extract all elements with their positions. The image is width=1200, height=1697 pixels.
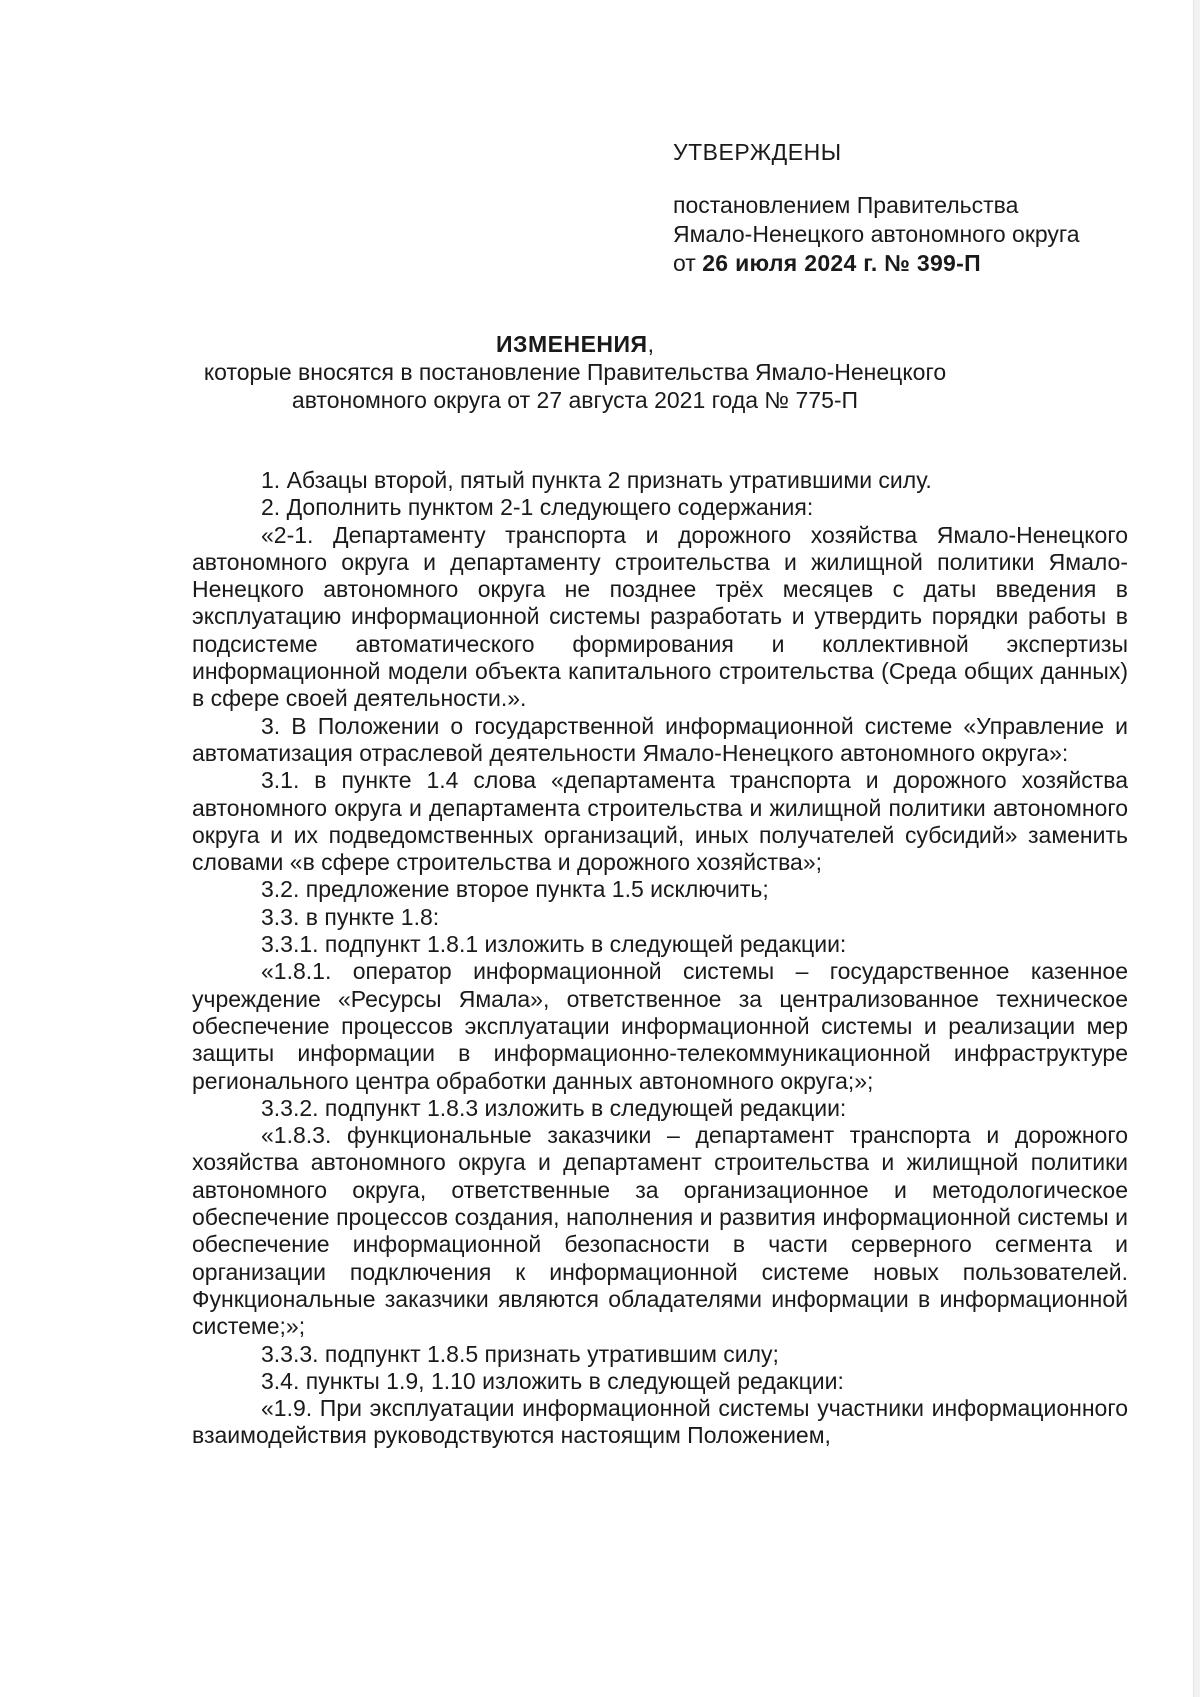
page-edge xyxy=(1193,0,1200,1697)
document-title: ИЗМЕНЕНИЯ xyxy=(496,331,648,357)
paragraph-3-4: 3.4. пункты 1.9, 1.10 изложить в следующей редакции: xyxy=(261,1367,844,1394)
document-body xyxy=(192,467,1128,1450)
paragraph-2: 2. Дополнить пунктом 2-1 следующего содержания: xyxy=(261,494,814,521)
paragraph-3-3-2: 3.3.2. подпункт 1.8.3 изложить в следующей редакции: xyxy=(261,1094,847,1121)
paragraph-3: 3. В Положении о государственной информационной системе «Управление и автоматизация отраслевой деятельности Ямало-Ненецкого автономного округа»: xyxy=(192,712,1128,766)
approval-heading: УТВЕРЖДЕНЫ xyxy=(673,139,842,165)
approval-date-number: 26 июля 2024 г. № 399-П xyxy=(702,250,981,276)
approval-line-1: постановлением Правительства xyxy=(673,192,1019,218)
paragraph-3-3: 3.3. в пункте 1.8: xyxy=(261,903,440,930)
paragraph-3-3-1: 3.3.1. подпункт 1.8.1 изложить в следующей редакции: xyxy=(261,931,847,958)
title-suffix: , xyxy=(647,331,654,357)
paragraph-2-1: «2-1. Департаменту транспорта и дорожного хозяйства Ямало-Ненецкого автономного округа и департаменту строительства и жилищной политики Ямало-Ненецкого автономного округа не позднее трёх месяцев с даты введения в эксплуатацию информационной системы разработать и утвердить порядки работы в подсистеме автоматического формирования и коллективной экспертизы информационной модели объекта капитального строительства (Среда общих данных) в сфере своей деятельности.». xyxy=(192,521,1128,712)
subtitle-line-1: которые вносятся в постановление Правительства Ямало-Ненецкого xyxy=(203,359,947,385)
paragraph-3-1: 3.1. в пункте 1.4 слова «департамента транспорта и дорожного хозяйства автономного округа и департамента строительства и жилищной политики автономного округа и их подведомственных организаций, иных получателей субсидий» заменить словами «в сфере строительства и дорожного хозяйства»; xyxy=(192,767,1128,876)
paragraph-1-8-1: «1.8.1. оператор информационной системы – государственное казенное учреждение «Ресурсы Ямала», ответственное за централизованное техническое обеспечение процессов эксплуатации информационной системы и реализации мер защиты информации в информационно-телекоммуникационной инфраструктуре регионального центра обработки данных автономного округа;»; xyxy=(192,958,1128,1094)
approval-date-line xyxy=(673,249,1153,278)
paragraph-1-9: «1.9. При эксплуатации информационной системы участники информационного взаимодействия руководствуются настоящим Положением, xyxy=(192,1395,1128,1449)
paragraph-3-3-3: 3.3.3. подпункт 1.8.5 признать утратившим силу; xyxy=(261,1340,779,1367)
approval-date-prefix: от xyxy=(673,250,703,276)
subtitle-line-2: автономного округа от 27 августа 2021 года № 775-П xyxy=(291,387,859,413)
paragraph-1: 1. Абзацы второй, пятый пункта 2 признать утратившими силу. xyxy=(261,467,932,493)
title-line xyxy=(160,330,990,358)
paragraph-3-2: 3.2. предложение второе пункта 1.5 исключить; xyxy=(261,876,769,903)
document-heading xyxy=(160,330,990,414)
approval-stamp xyxy=(673,138,1153,278)
approval-line-2: Ямало-Ненецкого автономного округа xyxy=(673,221,1080,247)
paragraph-1-8-3: «1.8.3. функциональные заказчики – департамент транспорта и дорожного хозяйства автономного округа и департамент строительства и жилищной политики автономного округа, ответственные за организационное и методологическое обеспечение процессов создания, наполнения и развития информационной системы и обеспечение информационной безопасности в части серверного сегмента и организации подключения к информационной системе новых пользователей. Функциональные заказчики являются обладателями информации в информационной системе;»; xyxy=(192,1122,1128,1340)
